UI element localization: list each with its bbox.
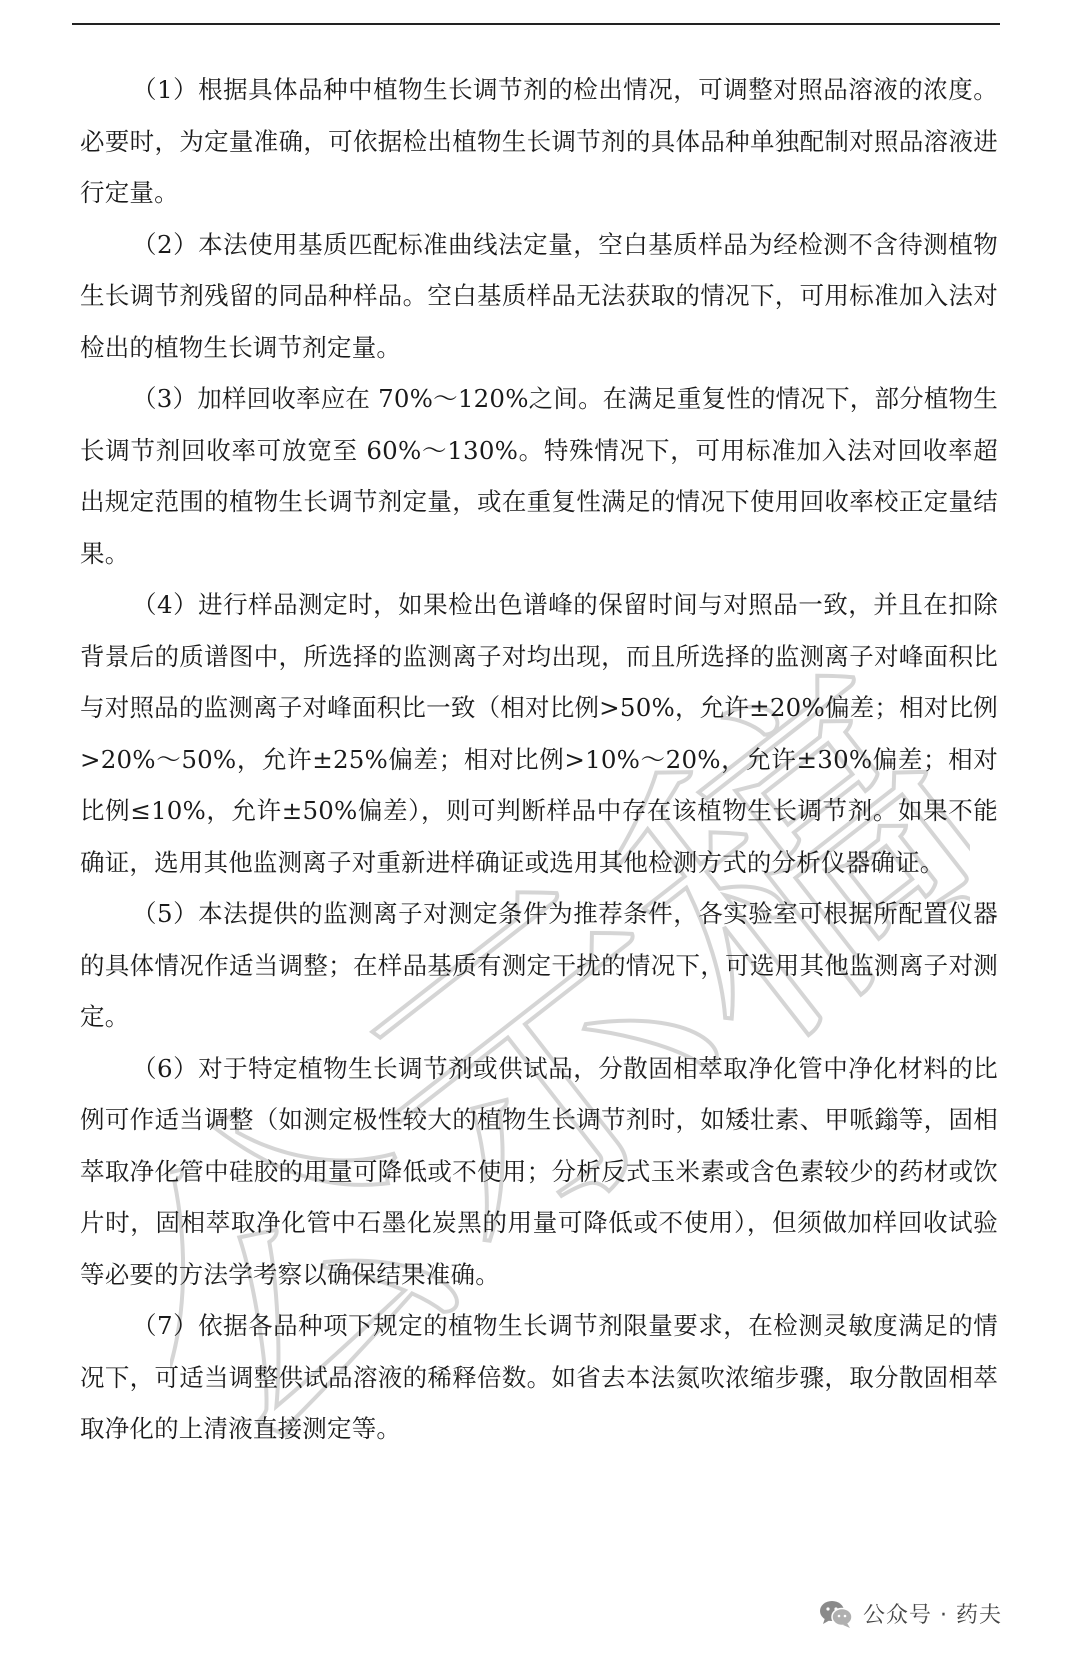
wechat-icon	[819, 1599, 853, 1629]
paragraph-7: （7）依据各品种项下规定的植物生长调节剂限量要求，在检测灵敏度满足的情况下，可适当调整供试品溶液的稀释倍数。如省去本法氮吹浓缩步骤，取分散固相萃取净化的上清液直接测定等。	[80, 1311, 998, 1443]
footer-brand-text: 公众号 · 药夫	[863, 1603, 1002, 1628]
header-rule	[72, 23, 1000, 25]
paragraph-3: （3）加样回收率应在 70%～120%之间。在满足重复性的情况下，部分植物生长调节剂回收率可放宽至 60%～130%。特殊情况下，可用标准加入法对回收率超出规定范围的植物生长调节剂定量，或在重复性满足的情况下使用回收率校正定量结果。	[80, 384, 998, 568]
watermark-text: 公示稿	[170, 650, 970, 1522]
footer-brand	[819, 1598, 1002, 1629]
document-body	[80, 64, 998, 1455]
paragraph-2: （2）本法使用基质匹配标准曲线法定量，空白基质样品为经检测不含待测植物生长调节剂残留的同品种样品。空白基质样品无法获取的情况下，可用标准加入法对检出的植物生长调节剂定量。	[80, 229, 998, 362]
paragraph-1: （1）根据具体品种中植物生长调节剂的检出情况，可调整对照品溶液的浓度。必要时，为定量准确，可依据检出植物生长调节剂的具体品种单独配制对照品溶液进行定量。	[80, 75, 998, 207]
paragraph-4: （4）进行样品测定时，如果检出色谱峰的保留时间与对照品一致，并且在扣除背景后的质谱图中，所选择的监测离子对均出现，而且所选择的监测离子对峰面积比与对照品的监测离子对峰面积比一致（相对比例>50%，允许±20%偏差；相对比例>20%～50%，允许±25%偏差；相对比例>10%～20%，允许±30%偏差；相对比例≤10%，允许±50%偏差），则可判断样品中存在该植物生长调节剂。如果不能确证，选用其他监测离子对重新进样确证或选用其他检测方式的分析仪器确证。	[80, 590, 998, 877]
paragraph-5: （5）本法提供的监测离子对测定条件为推荐条件，各实验室可根据所配置仪器的具体情况作适当调整；在样品基质有测定干扰的情况下，可选用其他监测离子对测定。	[80, 899, 998, 1031]
paragraph-6: （6）对于特定植物生长调节剂或供试品，分散固相萃取净化管中净化材料的比例可作适当调整（如测定极性较大的植物生长调节剂时，如矮壮素、甲哌鎓等，固相萃取净化管中硅胶的用量可降低或不使用；分析反式玉米素或含色素较少的药材或饮片时，固相萃取净化管中石墨化炭黑的用量可降低或不使用），但须做加样回收试验等必要的方法学考察以确保结果准确。	[80, 1053, 998, 1289]
